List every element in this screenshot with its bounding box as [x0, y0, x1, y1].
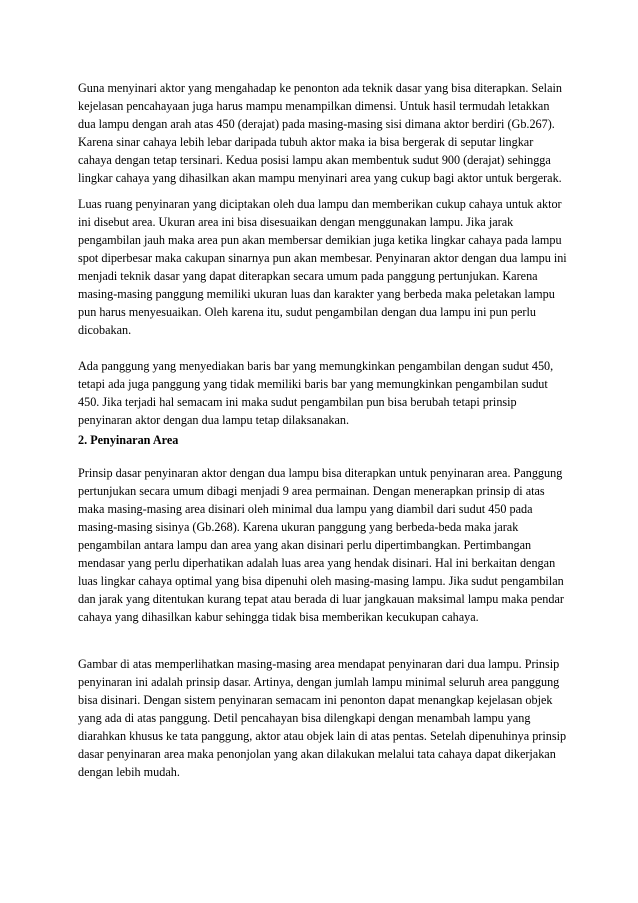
paragraph-bar-angle: [78, 357, 568, 429]
paragraph-text: Prinsip dasar penyinaran aktor dengan dua lampu bisa diterapkan untuk penyinaran area. Panggung pertunjukan secara umum dibagi menjadi 9 area permainan. Dengan menerapkan prinsip di atas maka masing-masing area disinari oleh minimal dua lampu yang diambil dari sudut 450 pada masing-masing sisinya (Gb.268). Karena ukuran panggung yang berbeda-beda maka jarak pengambilan antara lampu dan area yang akan disinari perlu dipertimbangkan. Pertimbangan mendasar yang perlu diperhatikan adalah luas area yang hendak disinari. Hal ini berkaitan dengan luas lingkar cahaya optimal yang bisa dipenuhi oleh masing-masing lampu. Jika sudut pengambilan dan jarak yang ditentukan kurang tepat atau berada di luar jangkauan maksimal lampu maka pendar cahaya yang dihasilkan kabur sehingga tidak bisa memberikan kecukupan cahaya.: [78, 466, 564, 624]
paragraph-text: Guna menyinari aktor yang mengahadap ke penonton ada teknik dasar yang bisa diterapkan. Selain kejelasan pencahayaan juga harus mampu menampilkan dimensi. Untuk hasil termudah letakkan dua lampu dengan arah atas 450 (derajat) pada masing-masing sisi dimana aktor berdiri (Gb.267). Karena sinar cahaya lebih lebar daripada tubuh aktor maka ia bisa bergerak di seputar lingkar cahaya dengan tetap tersinari. Kedua posisi lampu akan membentuk sudut 900 (derajat) sehingga lingkar cahaya yang dihasilkan akan mampu menyinari area yang cukup bagi aktor untuk bergerak.: [78, 81, 562, 185]
paragraph-area-definition: [78, 195, 568, 339]
paragraph-actor-lighting: [78, 79, 568, 187]
paragraph-text: Luas ruang penyinaran yang diciptakan oleh dua lampu dan memberikan cukup cahaya untuk aktor ini disebut area. Ukuran area ini bisa disesuaikan dengan menggunakan lampu. Jika jarak pengambilan jauh maka area pun akan membersar demikian juga ketika lingkar cahaya pada lampu spot diperbesar maka cakupan sinarnya pun akan membesar. Penyinaran aktor dengan dua lampu ini menjadi teknik dasar yang dapat diterapkan secara umum pada panggung pertunjukan. Karena masing-masing panggung memiliki ukuran luas dan karakter yang berbeda maka peletakan lampu pun harus menyesuaikan. Oleh karena itu, sudut pengambilan dengan dua lampu ini pun perlu dicobakan.: [78, 197, 567, 337]
paragraph-area-lighting: [78, 464, 568, 626]
section-heading: [78, 431, 568, 449]
paragraph-text: Gambar di atas memperlihatkan masing-masing area mendapat penyinaran dari dua lampu. Prinsip penyinaran ini adalah prinsip dasar. Artinya, dengan jumlah lampu minimal seluruh area panggung bisa disinari. Dengan sistem penyinaran semacam ini penonton dapat menangkap kejelasan objek yang ada di atas panggung. Detil pencahayan bisa dilengkapi dengan menambah lampu yang diarahkan khusus ke tata panggung, aktor atau objek lain di atas pentas. Setelah dipenuhinya prinsip dasar penyinaran area maka penonjolan yang akan dilakukan melalui tata cahaya dapat dikerjakan dengan lebih mudah.: [78, 657, 567, 779]
paragraph-text: Ada panggung yang menyediakan baris bar yang memungkinkan pengambilan dengan sudut 450, tetapi ada juga panggung yang tidak memiliki baris bar yang memungkinkan pengambilan sudut 450. Jika terjadi hal semacam ini maka sudut pengambilan pun bisa berubah tetapi prinsip penyinaran aktor dengan dua lampu tetap dilaksanakan.: [78, 359, 554, 427]
heading-text: 2. Penyinaran Area: [78, 433, 179, 447]
paragraph-figure-explanation: [78, 655, 568, 781]
